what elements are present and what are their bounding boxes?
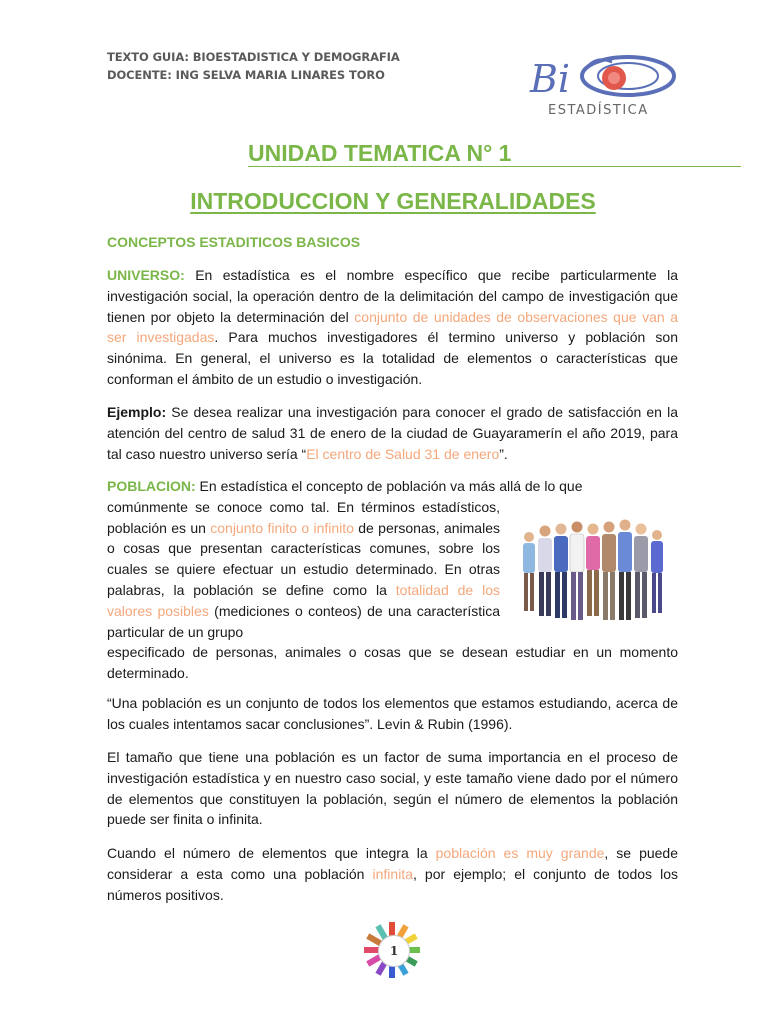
tamano-paragraph: El tamaño que tiene una población es un factor de suma importancia en el proceso de investigación estadística y en nuestro caso social, y este tamaño viene dado por el número de elementos que constituyen la población, según el número de elementos la población puede ser finita o infinita. xyxy=(107,749,678,828)
poblacion-tail: especificado de personas, animales o cosas que se desean estudiar en un momento determinado. xyxy=(107,644,678,682)
chapter-title: INTRODUCCION Y GENERALIDADES xyxy=(190,188,596,214)
header-course: TEXTO GUIA: BIOESTADISTICA Y DEMOGRAFIA xyxy=(107,50,400,64)
unit-title: UNIDAD TEMATICA N° 1 xyxy=(248,140,741,167)
page-number: 1 xyxy=(378,935,410,967)
poblacion-line1: En estadística el concepto de población va más allá de lo que xyxy=(195,478,583,494)
cuando-text-c: , por ejemplo; el conjunto de todos los números positivos. xyxy=(107,865,678,903)
cuando-text-b: , se puede considerar a esta como una población xyxy=(107,845,678,882)
cuando-paragraph xyxy=(107,843,678,905)
poblacion-wrap-b: de personas, animales o cosas que presentan características comunes, sobre los cuales se quiere efectuar un estudio determinado. En otras palabras, la población se define como la xyxy=(107,519,500,598)
bioestadistica-logo xyxy=(528,52,683,122)
poblacion-wrap-c: (mediciones o conteos) de una característica particular de un grupo xyxy=(107,602,500,640)
universo-term: UNIVERSO: xyxy=(107,267,185,283)
universo-text-b: . Para muchos investigadores él termino universo y población son sinónima. En general, el universo es la totalidad de elementos o características que conforman el ámbito de un estudio o investigación. xyxy=(107,329,678,387)
section-heading: CONCEPTOS ESTADITICOS BASICOS xyxy=(107,234,361,250)
ejemplo-text-b: ”. xyxy=(499,445,508,462)
poblacion-term: POBLACION: xyxy=(107,478,196,494)
poblacion-highlight-2: totalidad de los valores posibles xyxy=(107,581,500,619)
ejemplo-term: Ejemplo: xyxy=(107,404,167,420)
universo-text-a: En estadística es el nombre específico que recibe particularmente la investigación social, la operación dentro de la delimitación del campo de investigación que tienen por objeto la determinación del xyxy=(107,267,678,325)
header-teacher: DOCENTE: ING SELVA MARIA LINARES TORO xyxy=(107,68,385,82)
svg-text:Bi: Bi xyxy=(530,57,571,101)
people-group-illustration xyxy=(515,515,670,625)
person-9 xyxy=(651,530,663,613)
poblacion-first-line xyxy=(107,476,678,497)
person-4 xyxy=(570,522,584,621)
ejemplo-highlight: El centro de Salud 31 de enero xyxy=(306,445,500,462)
person-2 xyxy=(538,526,552,617)
cuando-highlight-2: infinita xyxy=(372,865,413,882)
cuando-highlight-1: población es muy grande xyxy=(435,845,605,861)
universo-paragraph xyxy=(107,265,678,390)
poblacion-wrapped-text xyxy=(107,497,500,643)
ejemplo-text-a: Se desea realizar una investigación para conocer el grado de satisfacción en la atención del centro de salud 31 de enero de la ciudad de Guayaramerín el año 2019, para tal caso nuestro universo sería “ xyxy=(107,404,678,462)
poblacion-highlight-1: conjunto finito o infinito xyxy=(210,519,354,536)
svg-text:ESTADÍSTICA: ESTADÍSTICA xyxy=(548,103,649,118)
person-7 xyxy=(618,520,632,621)
poblacion-wrap-a: comúnmente se conoce como tal. En términos estadísticos, población es un xyxy=(107,498,500,536)
person-5 xyxy=(586,524,600,617)
universo-highlight: conjunto de unidades de observaciones que van a ser investigadas xyxy=(107,308,678,346)
quote-paragraph: “Una población es un conjunto de todos los elementos que estamos estudiando, acerca de los cuales intentamos sacar conclusiones”. Levin & Rubin (1996). xyxy=(107,695,678,732)
person-6 xyxy=(602,522,616,621)
cuando-text-a: Cuando el número de elementos que integra la xyxy=(107,845,436,861)
person-3 xyxy=(554,524,568,619)
person-8 xyxy=(634,524,648,619)
ejemplo-paragraph xyxy=(107,402,678,464)
person-1 xyxy=(523,532,535,611)
